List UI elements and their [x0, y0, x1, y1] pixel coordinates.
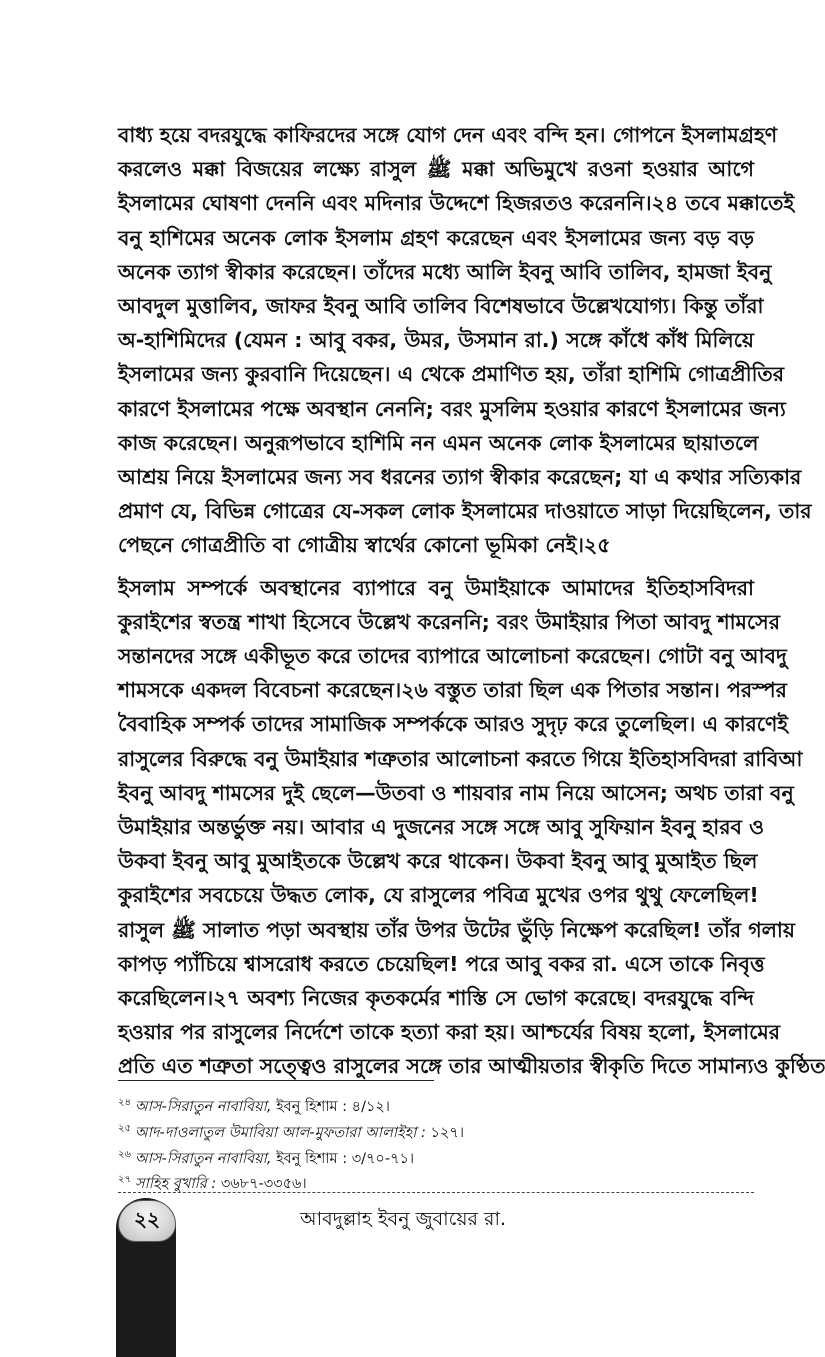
text-line: করেছিলেন।২৭ অবশ্য নিজের কৃতকর্মের শাস্তি সে ভোগ করেছে। বদরযুদ্ধে বন্দি	[118, 986, 754, 1011]
text-line: ইসলাম সম্পর্কে অবস্থানের ব্যাপারে বনু উমাইয়াকে আমাদের ইতিহাসবিদরা	[118, 575, 754, 600]
text-line: শামসকে একদল বিবেচনা করেছেন।২৬ বস্তুত তারা ছিল এক পিতার সন্তান। পরস্পর	[118, 678, 787, 703]
text-line: কাজ করেছেন। অনুরূপভাবে হাশিমি নন এমন অনেক লোক ইসলামের ছায়াতলে	[118, 430, 759, 455]
footer-divider	[118, 1192, 754, 1193]
text-line: ইসলামের জন্য কুরবানি দিয়েছেন। এ থেকে প্রমাণিত হয়, তাঁরা হাশিমি গোত্রপ্রীতির	[118, 362, 785, 387]
text-line: প্রমাণ যে, বিভিন্ন গোত্রের যে-সকল লোক ইসলামের দাওয়াতে সাড়া দিয়েছিলেন, তার	[118, 499, 812, 524]
footnote-source-title: সাহিহ বুখারি :	[135, 1176, 217, 1193]
footnote-source-title: আস-সিরাতুন নাবাবিয়া,	[135, 1150, 272, 1167]
text-line: উকবা ইবনু আবু মুআইতকে উল্লেখ করে থাকেন। উকবা ইবনু আবু মুআইত ছিল	[118, 849, 758, 874]
footnote-reference: ইবনু হিশাম : ৩/৭০-৭১।	[271, 1150, 415, 1167]
page-number: ২২	[118, 1200, 176, 1242]
text-line: পেছনে গোত্রপ্রীতি বা গোত্রীয় স্বার্থের কোনো ভূমিকা নেই।২৫	[118, 533, 611, 558]
footnote-number: ২৬	[118, 1148, 132, 1160]
footnote-separator	[118, 1080, 434, 1081]
text-line: অনেক ত্যাগ স্বীকার করেছেন। তাঁদের মধ্যে আলি ইবনু আবি তালিব, হামজা ইবনু	[118, 259, 772, 284]
text-line: কুরাইশের সবচেয়ে উদ্ধত লোক, যে রাসুলের পবিত্র মুখের ওপর থুথু ফেলেছিল!	[118, 883, 759, 908]
text-line: করলেও মক্কা বিজয়ের লক্ষ্যে রাসুল ﷺ মক্কা অভিমুখে রওনা হওয়ার আগে	[118, 157, 754, 182]
footnote-number: ২৭	[118, 1174, 132, 1186]
footnote-number: ২৪	[118, 1097, 131, 1108]
running-title: আবদুল্লাহ ইবনু জুবায়ের রা.	[300, 1208, 507, 1230]
paragraph	[118, 118, 812, 563]
text-line: কারণে ইসলামের পক্ষে অবস্থান নেননি; বরং মুসলিম হওয়ার কারণে ইসলামের জন্য	[118, 396, 786, 421]
text-line: বৈবাহিক সম্পর্ক তাদের সামাজিক সম্পর্ককে আরও সুদৃঢ় করে তুলেছিল। এ কারণেই	[118, 712, 789, 737]
footnote	[118, 1144, 754, 1170]
text-line: সন্তানদের সঙ্গে একীভূত করে তাদের ব্যাপারে আলোচনা করেছেন। গোটা বনু আবদু	[118, 644, 787, 669]
text-line: রাসুলের বিরুদ্ধে বনু উমাইয়ার শত্রুতার আলোচনা করতে গিয়ে ইতিহাসবিদরা রাবিআ	[118, 746, 803, 771]
text-line: রাসুল ﷺ সালাত পড়া অবস্থায় তাঁর উপর উটের ভুঁড়ি নিক্ষেপ করেছিল! তাঁর গলায়	[118, 917, 795, 942]
footnote-source-title: আদ-দাওলাতুল উমাবিয়া আল-মুফতারা আলাইহা :	[135, 1124, 426, 1141]
text-line: বনু হাশিমের অনেক লোক ইসলাম গ্রহণ করেছেন এবং ইসলামের জন্য বড় বড়	[118, 225, 754, 250]
text-line: আবদুল মুত্তালিব, জাফর ইবনু আবি তালিব বিশেষভাবে উল্লেখযোগ্য। কিন্তু তাঁরা	[118, 294, 764, 319]
footnotes	[118, 1092, 754, 1195]
footnote-reference: ১২৭।	[425, 1124, 465, 1141]
text-line: বাধ্য হয়ে বদরযুদ্ধে কাফিরদের সঙ্গে যোগ দেন এবং বন্দি হন। গোপনে ইসলামগ্রহণ	[118, 123, 778, 147]
paragraph-gap	[118, 563, 754, 571]
text-line: উমাইয়ার অন্তর্ভুক্ত নয়। আবার এ দুজনের সঙ্গে সঙ্গে আবু সুফিয়ান ইবনু হারব ও	[118, 815, 765, 840]
footnote	[118, 1092, 754, 1118]
text-line: ইবনু আবদু শামসের দুই ছেলে—উতবা ও শায়বার নাম নিয়ে আসেন; অথচ তারা বনু	[118, 780, 794, 805]
text-line: হওয়ার পর রাসুলের নির্দেশে তাকে হত্যা করা হয়। আশ্চর্যের বিষয় হলো, ইসলামের	[118, 1020, 781, 1045]
text-line: ইসলামের ঘোষণা দেননি এবং মদিনার উদ্দেশে হিজরতও করেননি।২৪ তবে মক্কাতেই	[118, 191, 795, 216]
text-line: প্রতি এত শত্রুতা সত্ত্বেও রাসুলের সঙ্গে তার আত্মীয়তার স্বীকৃতি দিতে সামান্যও কুণ্ঠিত	[118, 1054, 825, 1079]
footnote-number: ২৫	[118, 1122, 131, 1134]
text-line: কুরাইশের স্বতন্ত্র শাখা হিসেবে উল্লেখ করেননি; বরং উমাইয়ার পিতা আবদু শামসের	[118, 609, 780, 634]
text-line: অ-হাশিমিদের (যেমন : আবু বকর, উমর, উসমান রা.) সঙ্গে কাঁধে কাঁধ মিলিয়ে	[118, 328, 754, 353]
text-line: কাপড় প্যাঁচিয়ে শ্বাসরোধ করতে চেয়েছিল! পরে আবু বকর রা. এসে তাকে নিবৃত্ত	[118, 951, 765, 976]
paragraph	[118, 571, 825, 1084]
footnote-reference: ইবনু হিশাম : ৪/১২।	[271, 1098, 390, 1115]
footnote-reference: ৩৬৮৭-৩৩৫৬।	[216, 1176, 307, 1193]
main-text	[118, 118, 825, 1084]
footnote-source-title: আস-সিরাতুন নাবাবিয়া,	[135, 1098, 272, 1115]
footnote	[118, 1118, 754, 1144]
text-line: আশ্রয় নিয়ে ইসলামের জন্য সব ধরনের ত্যাগ স্বীকার করেছেন; যা এ কথার সত্যিকার	[118, 465, 802, 490]
